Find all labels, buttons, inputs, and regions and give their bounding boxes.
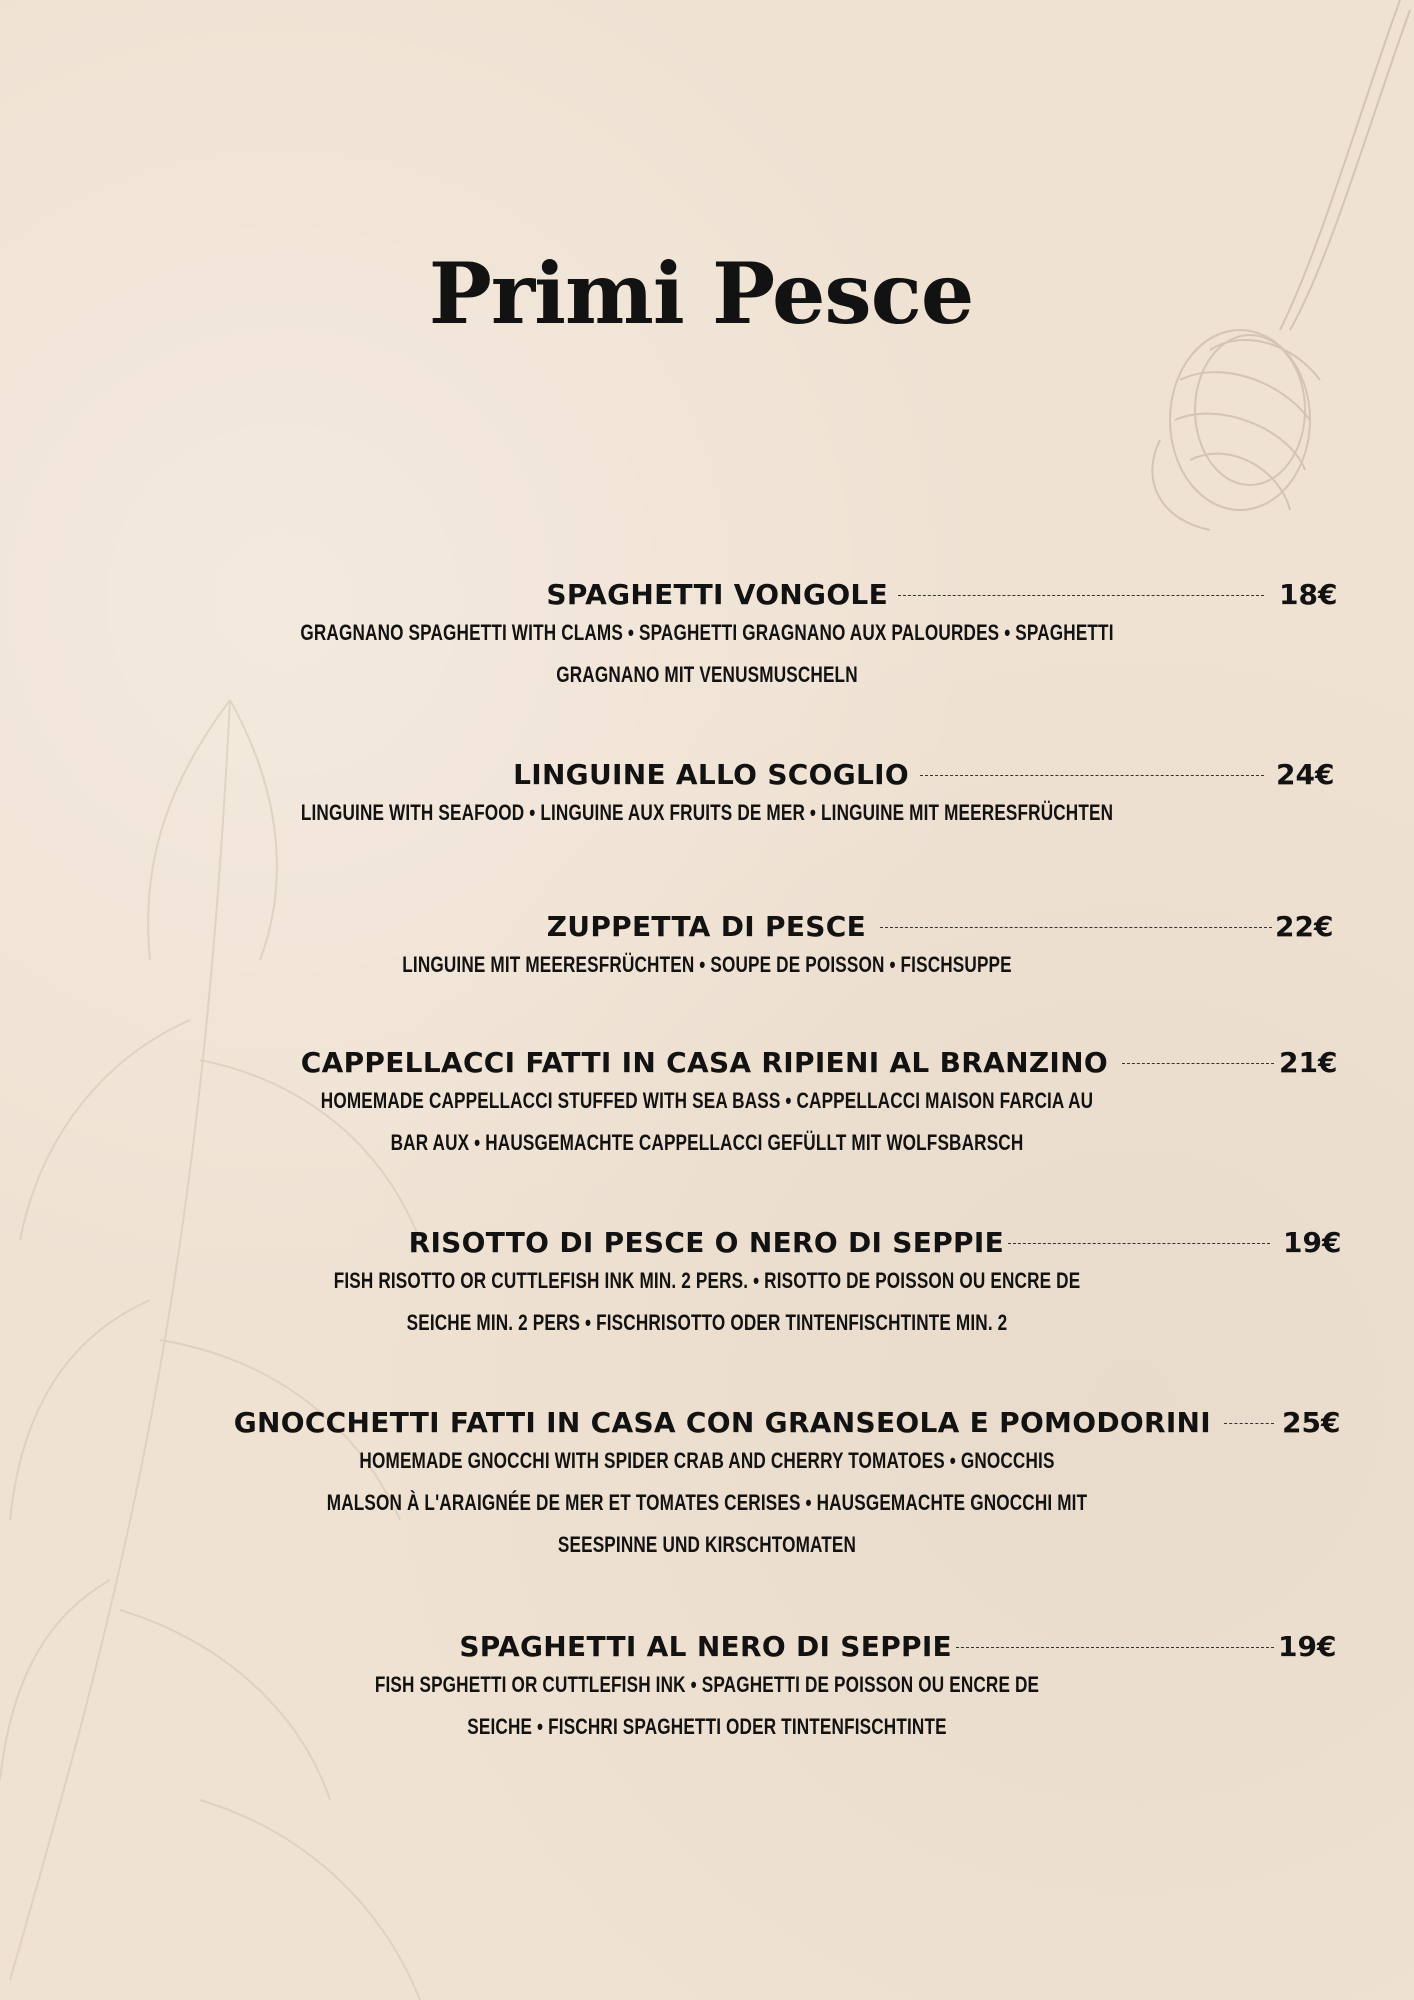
leader-dashes (920, 775, 1264, 776)
dish-description: GRAGNANO MIT VENUSMUSCHELN (556, 662, 858, 687)
dish-description: SEICHE • FISCHRI SPAGHETTI ODER TINTENFISCHTINTE (467, 1714, 947, 1739)
leader-dashes (880, 927, 1272, 928)
dish-price: 21€ (1279, 1046, 1338, 1079)
dish-price: 18€ (1279, 578, 1338, 611)
leader-dashes (1122, 1063, 1274, 1064)
dish-name: GNOCCHETTI FATTI IN CASA CON GRANSEOLA E POMODORINI (233, 1406, 1211, 1439)
dish-name: RISOTTO DI PESCE O NERO DI SEPPIE (408, 1226, 1004, 1259)
dish-description: LINGUINE WITH SEAFOOD • LINGUINE AUX FRUITS DE MER • LINGUINE MIT MEERESFRÜCHTEN (300, 800, 1114, 825)
dish-name: ZUPPETTA DI PESCE (546, 910, 866, 943)
dish-price: 19€ (1283, 1226, 1342, 1259)
dish-name: CAPPELLACCI FATTI IN CASA RIPIENI AL BRANZINO (300, 1046, 1108, 1079)
page-title: Primi Pesce (428, 244, 974, 343)
dish-price: 25€ (1282, 1406, 1341, 1439)
leader-dashes (956, 1647, 1274, 1648)
dish-name: SPAGHETTI VONGOLE (546, 578, 888, 611)
leader-dashes (1224, 1423, 1274, 1424)
dish-price: 24€ (1276, 758, 1335, 791)
dish-description: GRAGNANO SPAGHETTI WITH CLAMS • SPAGHETTI GRAGNANO AUX PALOURDES • SPAGHETTI (300, 620, 1114, 645)
dish-description: FISH RISOTTO OR CUTTLEFISH INK MIN. 2 PERS. • RISOTTO DE POISSON OU ENCRE DE (333, 1268, 1081, 1293)
dish-description: SEESPINNE UND KIRSCHTOMATEN (557, 1532, 857, 1557)
dish-description: BAR AUX • HAUSGEMACHTE CAPPELLACCI GEFÜLLT MIT WOLFSBARSCH (390, 1130, 1024, 1155)
leader-dashes (898, 595, 1264, 596)
dish-description: HOMEMADE GNOCCHI WITH SPIDER CRAB AND CHERRY TOMATOES • GNOCCHIS (359, 1448, 1055, 1473)
dish-description: SEICHE MIN. 2 PERS • FISCHRISOTTO ODER TINTENFISCHTINTE MIN. 2 (406, 1310, 1008, 1335)
dish-name: LINGUINE ALLO SCOGLIO (513, 758, 909, 791)
dish-name: SPAGHETTI AL NERO DI SEPPIE (459, 1630, 952, 1663)
leader-dashes (1008, 1243, 1270, 1244)
dish-description: LINGUINE MIT MEERESFRÜCHTEN • SOUPE DE POISSON • FISCHSUPPE (402, 952, 1012, 977)
dish-price: 22€ (1275, 910, 1334, 943)
dish-description: MALSON À L'ARAIGNÉE DE MER ET TOMATES CERISES • HAUSGEMACHTE GNOCCHI MIT (326, 1490, 1088, 1515)
dish-description: FISH SPGHETTI OR CUTTLEFISH INK • SPAGHETTI DE POISSON OU ENCRE DE (374, 1672, 1040, 1697)
dish-description: HOMEMADE CAPPELLACCI STUFFED WITH SEA BASS • CAPPELLACCI MAISON FARCIA AU (320, 1088, 1094, 1113)
dish-price: 19€ (1278, 1630, 1337, 1663)
